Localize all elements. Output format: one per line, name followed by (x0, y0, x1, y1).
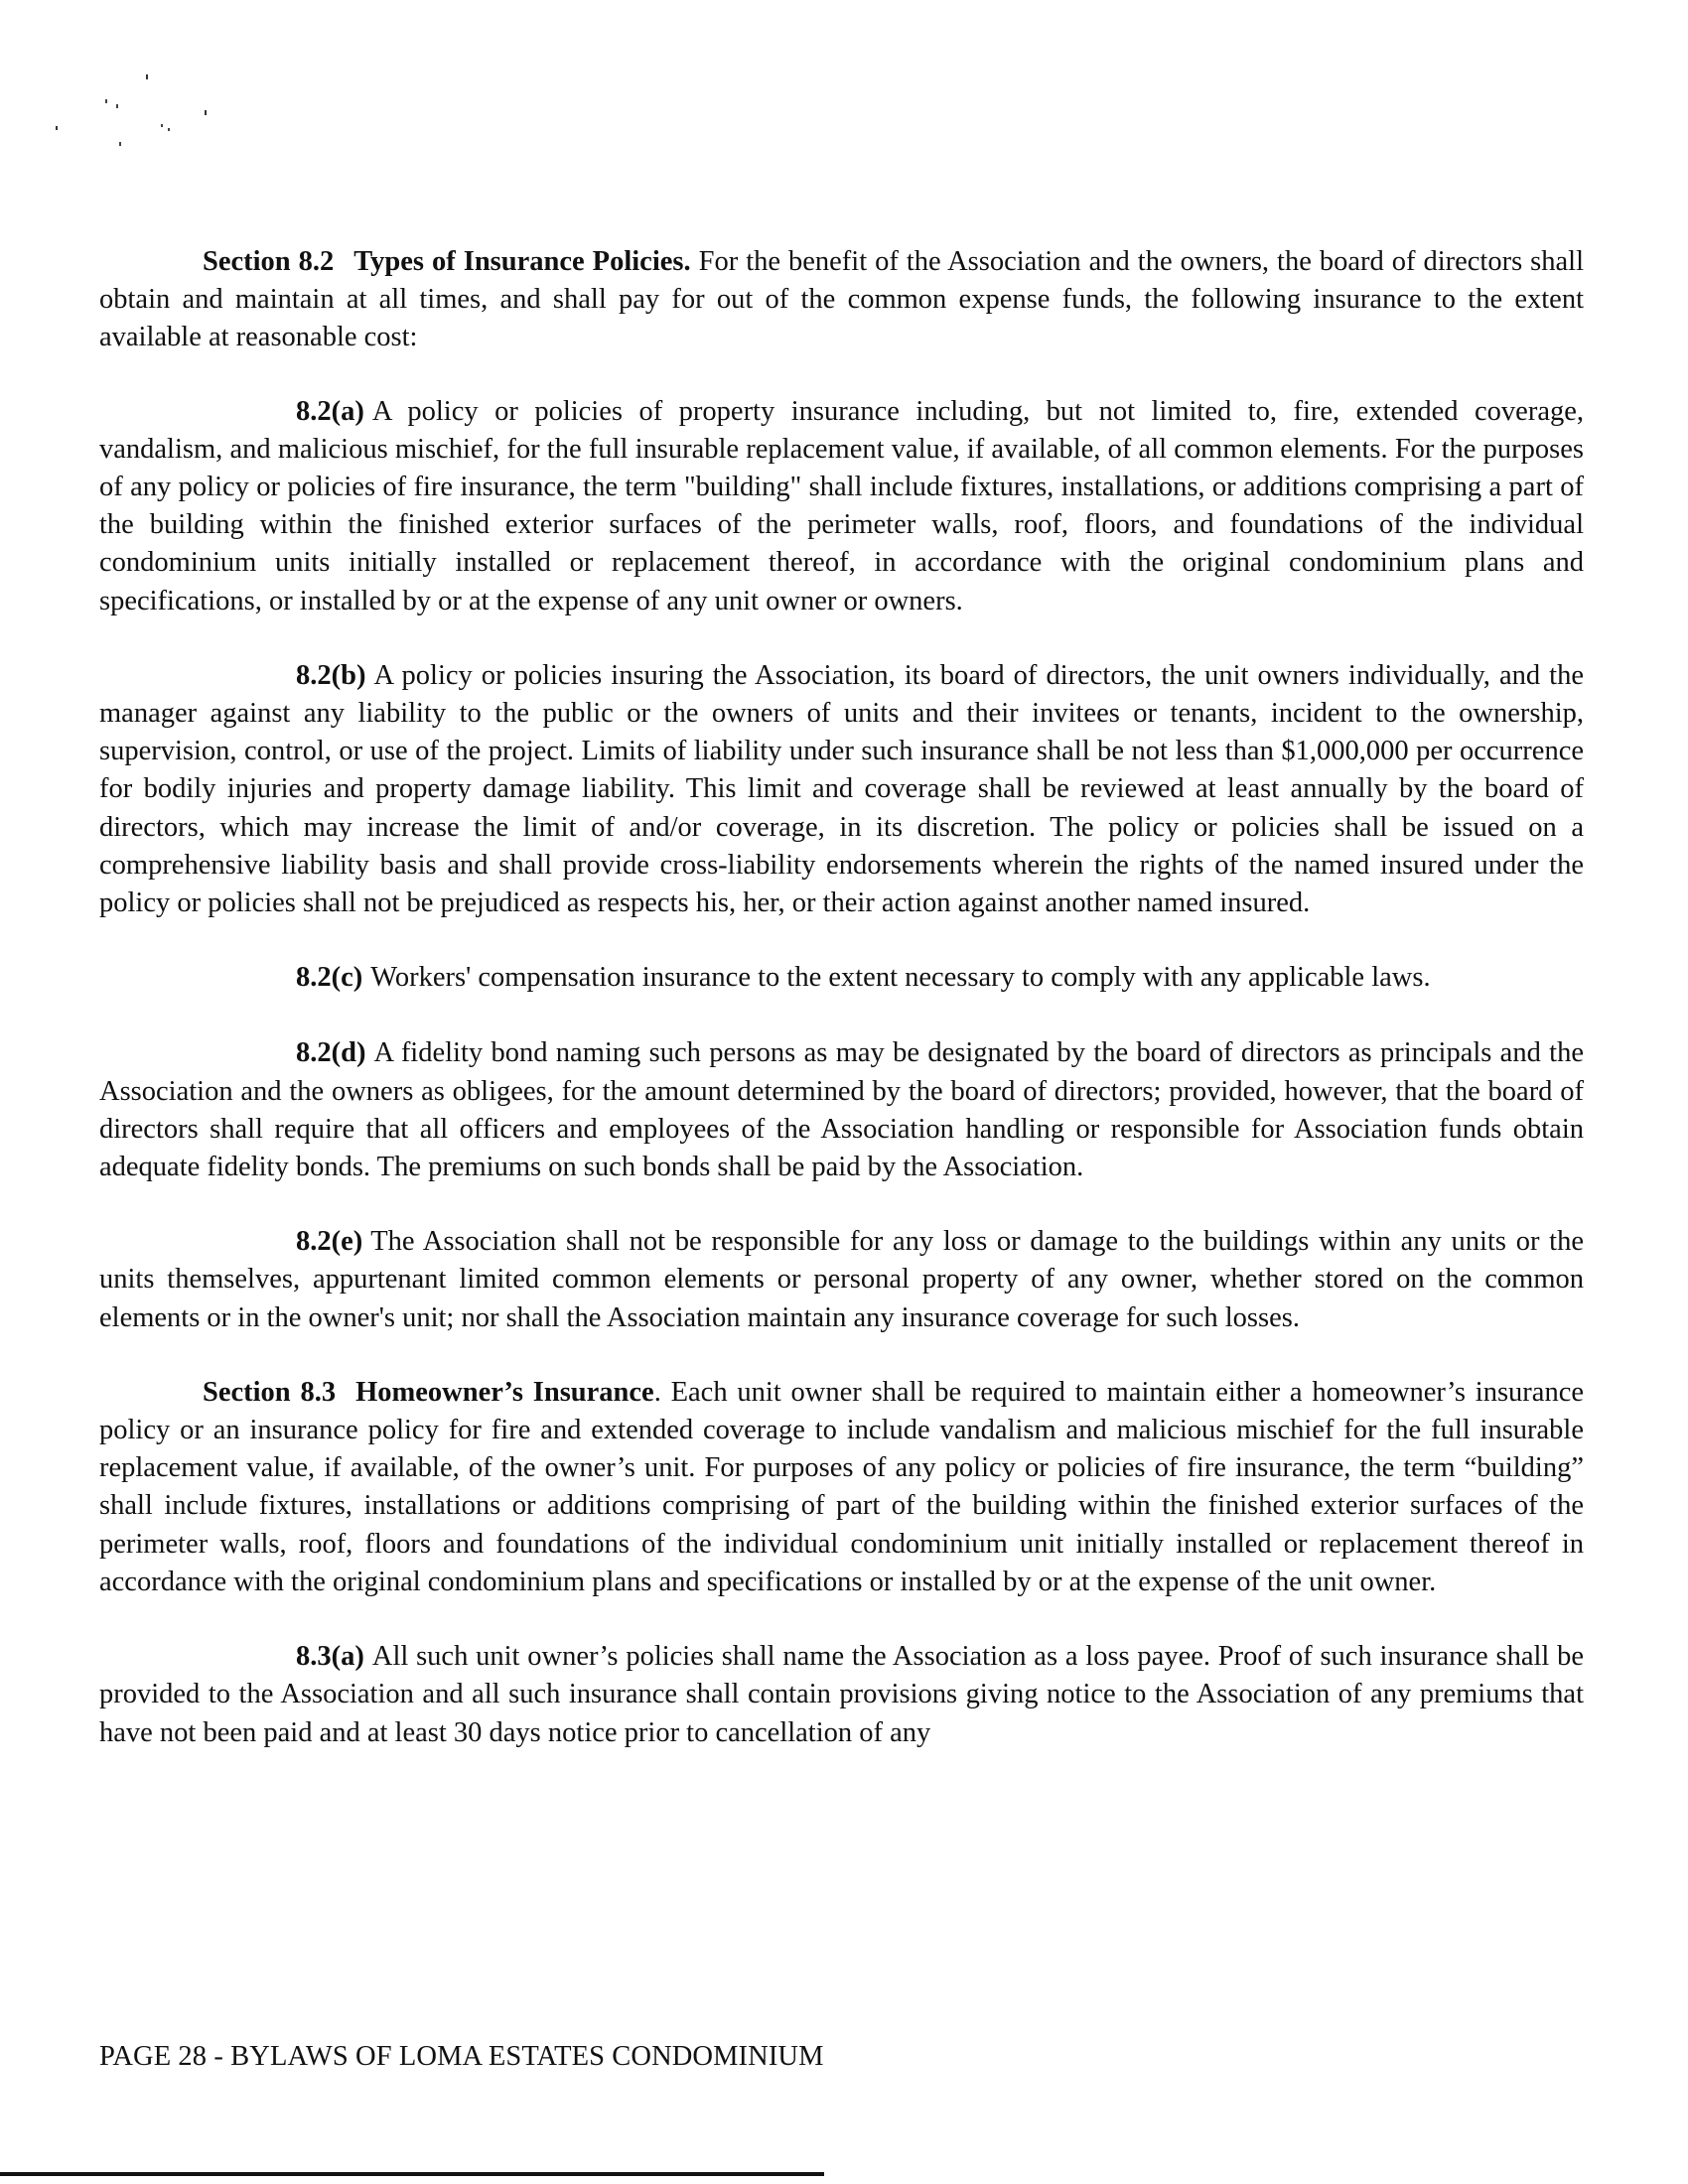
subsection-label: 8.3(a) (296, 1641, 364, 1673)
section-text: For the benefit of the Association and the owners, the board of directors shall obtain and maintain at all times, and shall pay for out of the common expense funds, the following insurance to the extent available at reasonable cost: (99, 246, 1584, 353)
section-8-2 (99, 243, 1584, 357)
subsection-8-2-a (99, 393, 1584, 620)
section-heading: Homeowner’s Insurance (355, 1376, 654, 1408)
subsection-8-2-c (99, 959, 1584, 997)
subsection-8-2-e (99, 1223, 1584, 1337)
subsection-text: A fidelity bond naming such persons as may be designated by the board of directors as principals and the Association and the owners as obligees, for the amount determined by the board of directors; provided, however, that the board of directors shall require that all officers and employees of the Association handling or responsible for Association funds obtain adequate fidelity bonds. The premiums on such bonds shall be paid by the Association. (99, 1037, 1584, 1183)
section-8-3 (99, 1374, 1584, 1601)
subsection-text: The Association shall not be responsible for any loss or damage to the buildings within any units or the units themselves, appurtenant limited common elements or personal property of any owner, whether stored on the common elements or in the owner's unit; nor shall the Association maintain any insurance coverage for such losses. (99, 1226, 1584, 1333)
subsection-8-3-a (99, 1638, 1584, 1752)
subsection-text: A policy or policies insuring the Association, its board of directors, the unit owners individually, and the manager against any liability to the public or the owners of units and their invitees or tenants, incident to the ownership, supervision, control, or use of the project. Limits of liability under such insurance shall be not less than $1,000,000 per occurrence for bodily injuries and property damage liability. This limit and coverage shall be reviewed at least annually by the board of directors, which may increase the limit of and/or coverage, in its discretion. The policy or policies shall be issued on a comprehensive liability basis and shall provide cross-liability endorsements wherein the rights of the named insured under the policy or policies shall not be prejudiced as respects his, her, or their action against another named insured. (99, 659, 1584, 919)
subsection-label: 8.2(b) (296, 659, 366, 691)
subsection-8-2-b (99, 657, 1584, 922)
footer-rule (0, 2172, 824, 2176)
subsection-text: All such unit owner’s policies shall name the Association as a loss payee. Proof of such insurance shall be provided to the Association and all such insurance shall contain provisions giving notice to the Association of any premiums that have not been paid and at least 30 days notice prior to cancellation of any (99, 1641, 1584, 1748)
section-heading: Types of Insurance Policies. (353, 246, 691, 277)
subsection-text: Workers' compensation insurance to the extent necessary to comply with any applicable laws. (370, 962, 1431, 994)
subsection-text: A policy or policies of property insurance including, but not limited to, fire, extended coverage, vandalism, and malicious mischief, for the full insurable replacement value, if available, of all common elements. For the purposes of any policy or policies of fire insurance, the term "building" shall include fixtures, installations, or additions comprising a part of the building within the finished exterior surfaces of the perimeter walls, roof, floors, and foundations of the individual condominium units initially installed or replacement thereof, in accordance with the original condominium plans and specifications, or installed by or at the expense of any unit owner or owners. (99, 395, 1584, 616)
subsection-label: 8.2(c) (296, 962, 363, 994)
scan-specks (55, 74, 233, 164)
section-number: Section 8.2 (203, 246, 335, 277)
document-body (99, 243, 1584, 1752)
page-footer: PAGE 28 - BYLAWS OF LOMA ESTATES CONDOMINIUM (99, 2041, 824, 2072)
subsection-label: 8.2(d) (296, 1037, 366, 1069)
subsection-8-2-d (99, 1034, 1584, 1186)
subsection-label: 8.2(a) (296, 395, 364, 427)
subsection-label: 8.2(e) (296, 1226, 363, 1258)
section-number: Section 8.3 (203, 1376, 337, 1408)
section-text: . Each unit owner shall be required to maintain either a homeowner’s insurance policy or an insurance policy for fire and extended coverage to include vandalism and malicious mischief for the full insurable replacement value, if available, of the owner’s unit. For purposes of any policy or policies of fire insurance, the term “building” shall include fixtures, installations or additions comprising of part of the building within the finished exterior surfaces of the perimeter walls, roof, floors and foundations of the individual condominium unit initially installed or replacement thereof in accordance with the original condominium plans and specifications or installed by or at the expense of the unit owner. (99, 1376, 1584, 1597)
